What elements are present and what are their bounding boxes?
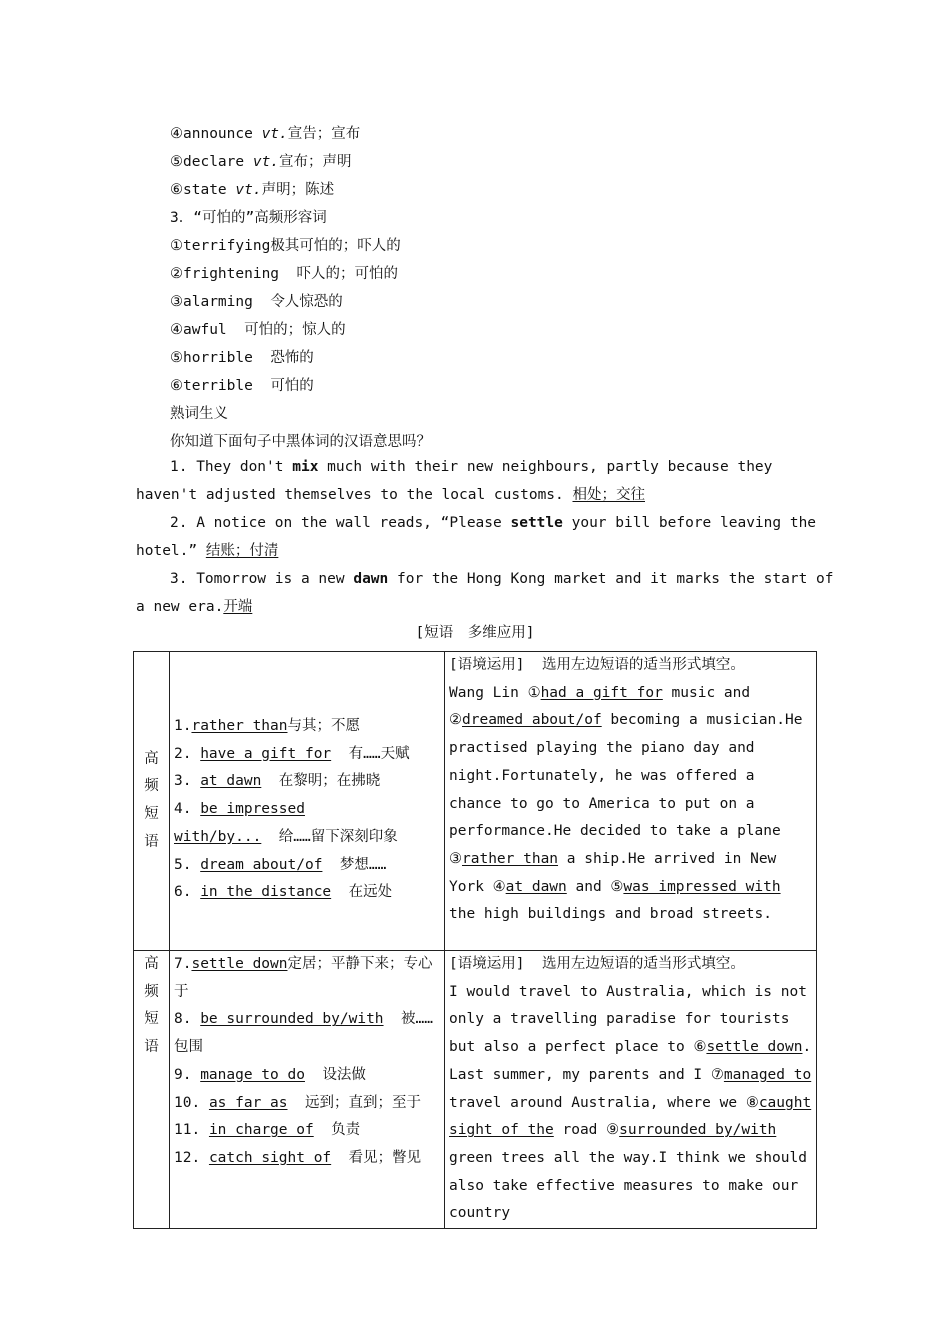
section-title: 3．“可怕的”高频形容词 [170, 210, 327, 226]
phrase-list [170, 951, 445, 1229]
answer: settle down [706, 1039, 803, 1056]
phrase-list [170, 652, 445, 951]
example-sentence: 1. They don't mix much with their new neighbours, partly because they haven't adjusted themselves to the local customs. 相处；交往 [136, 459, 773, 503]
answer: caught sight of the [449, 1094, 812, 1139]
side-label: 高 频 短 语 [134, 951, 170, 1229]
answer: had a gift for [540, 684, 663, 701]
adjective-item: ⑥terrible 可怕的 [170, 378, 314, 394]
answer: dreamed about/of [462, 712, 602, 729]
vocab-item: ④announce vt.宣告；宣布 [170, 126, 361, 142]
phrase-item: 8. be surrounded by/with 被……包围 [174, 1011, 433, 1056]
table-row [134, 652, 817, 951]
example-sentence: 3. Tomorrow is a new dawn for the Hong Kong market and it marks the start of a new era.开端 [136, 571, 834, 615]
answer: 开端 [223, 599, 253, 615]
phrase-item: 10. as far as 远到；直到；至于 [174, 1094, 421, 1111]
adjective-item: ①terrifying极其可怕的；吓人的 [170, 238, 401, 254]
section-title: 熟词生义 [170, 406, 228, 422]
adjective-item: ②frightening 吓人的；可怕的 [170, 266, 398, 282]
table-row [134, 951, 817, 1229]
section-prompt: 你知道下面句子中黑体词的汉语意思吗？ [170, 434, 431, 450]
context-passage: [语境运用] 选用左边短语的适当形式填空。 I would travel to Australia, which is not only a travelling paradise for tourists but also a perfect place to ⑥settle down. Last summer, my parents and I ⑦managed to travel around Australia, where we ⑧caught sight of the road ⑨surrounded by/with green trees all the way.I think we should also take effective measures to make our country [445, 951, 817, 1229]
phrase-item: 3. at dawn 在黎明；在拂晓 [174, 773, 381, 790]
phrase-table [133, 651, 817, 1229]
phrase-item: 5. dream about/of 梦想…… [174, 856, 387, 873]
answer: at dawn [505, 878, 567, 895]
adjective-item: ④awful 可怕的；惊人的 [170, 322, 346, 338]
answer: 相处；交往 [572, 487, 645, 503]
phrase-item: 2. have a gift for 有……天赋 [174, 745, 410, 762]
adjective-item: ③alarming 令人惊恐的 [170, 294, 343, 310]
phrase-item: 1.rather than与其；不愿 [174, 718, 360, 735]
answer: rather than [462, 850, 559, 867]
example-sentence: 2. A notice on the wall reads, “Please settle your bill before leaving the hotel.” 结账；付清 [136, 515, 817, 559]
vocab-item: ⑤declare vt.宣布；声明 [170, 154, 352, 170]
context-passage: [语境运用] 选用左边短语的适当形式填空。 Wang Lin ①had a gift for music and ②dreamed about/of becoming a musician.He practised playing the piano day and night.Fortunately, he was offered a chance to go to America to put on a performance.He decided to take a plane ③rather than a ship.He arrived in New York ④at dawn and ⑤was impressed with the high buildings and broad streets. [445, 652, 817, 951]
answer: 结账；付清 [205, 543, 279, 559]
vocab-item: ⑥state vt.声明；陈述 [170, 182, 335, 198]
phrase-item: 6. in the distance 在远处 [174, 884, 393, 901]
phrase-item: 11. in charge of 负责 [174, 1122, 361, 1139]
phrase-item: 12. catch sight of 看见；瞥见 [174, 1149, 422, 1166]
answer: was impressed with [623, 878, 781, 895]
answer: surrounded by/with [619, 1122, 777, 1139]
phrase-item: 4. be impressed with/by... 给……留下深刻印象 [174, 801, 398, 845]
phrase-item: 9. manage to do 设法做 [174, 1066, 366, 1083]
adjective-item: ⑤horrible 恐怖的 [170, 350, 314, 366]
phrase-section-title: [短语 多维应用] [415, 625, 535, 641]
side-label: 高 频 短 语 [134, 652, 170, 951]
phrase-item: 7.settle down定居；平静下来；专心于 [174, 956, 433, 1000]
answer: managed to [723, 1066, 812, 1083]
